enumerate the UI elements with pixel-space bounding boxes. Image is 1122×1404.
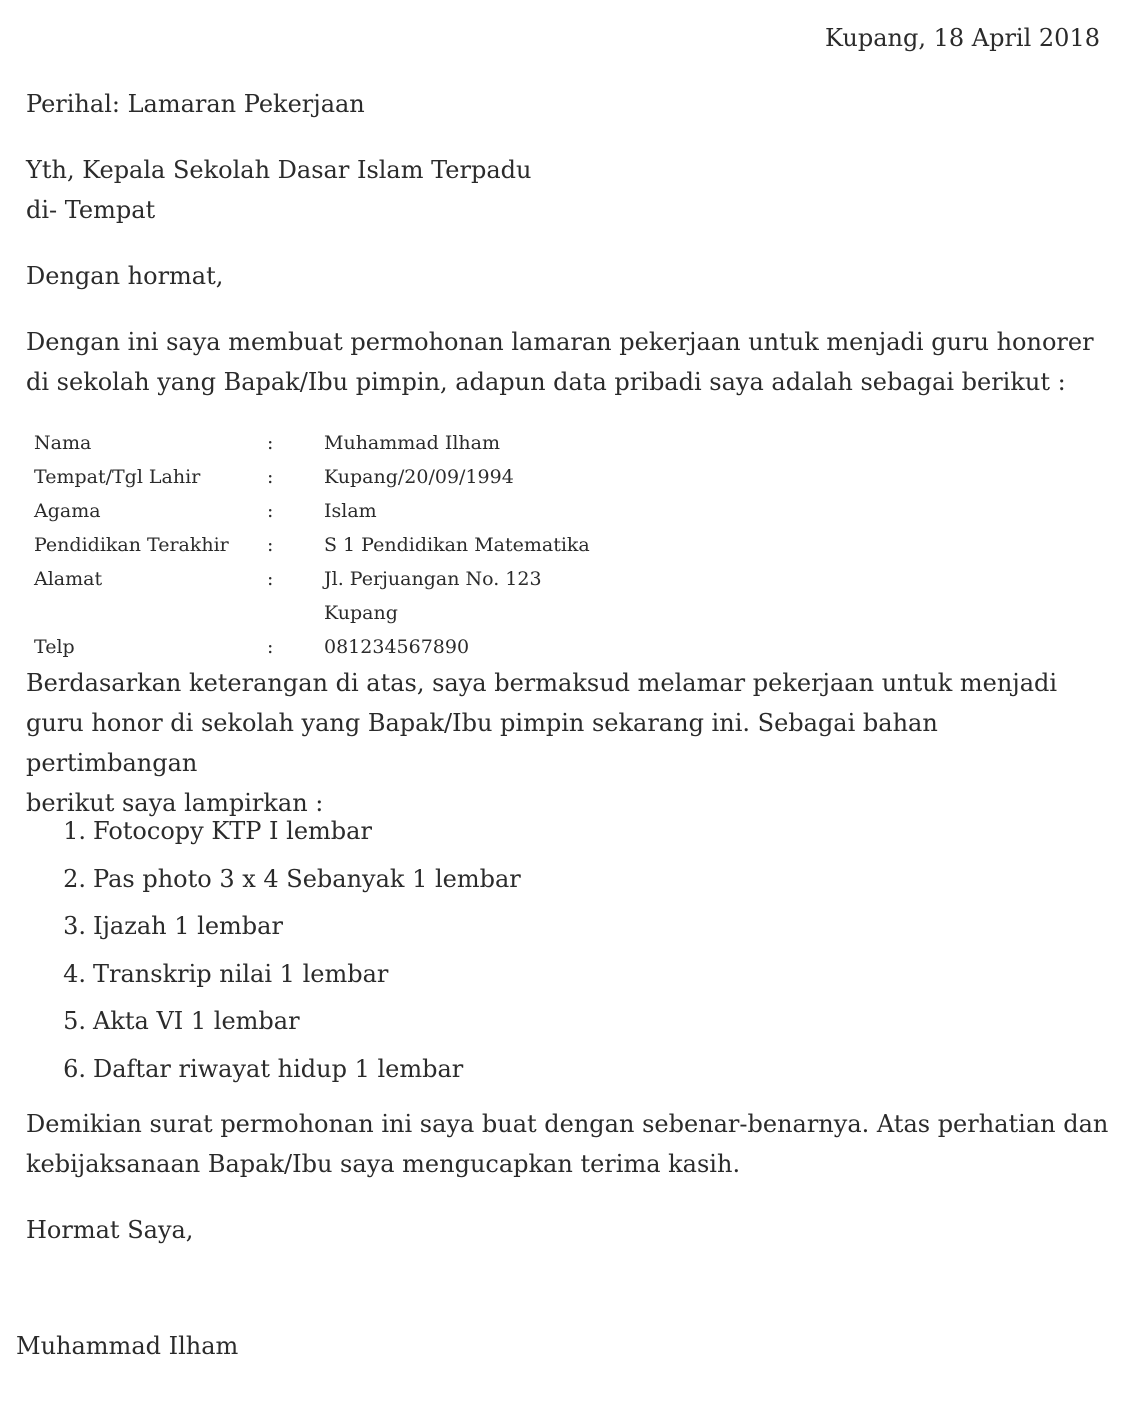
list-item <box>0 951 521 999</box>
table-row <box>34 528 590 562</box>
data-colon: : <box>267 500 274 522</box>
table-row <box>34 426 590 460</box>
data-colon: : <box>267 636 274 658</box>
table-row <box>34 460 590 494</box>
list-number: 5. <box>63 1007 86 1035</box>
table-row <box>34 596 590 630</box>
table-row <box>34 562 590 596</box>
closing-line: Demikian surat permohonan ini saya buat dengan sebenar-benarnya. Atas perhatian dan <box>26 1110 1109 1138</box>
list-number: 4. <box>63 959 86 988</box>
data-label: Alamat <box>34 568 103 590</box>
data-value: Muhammad Ilham <box>324 432 500 454</box>
data-label: Tempat/Tgl Lahir <box>34 466 201 488</box>
recipient-line-1: Yth, Kepala Sekolah Dasar Islam Terpadu <box>26 156 532 184</box>
data-label <box>34 596 267 630</box>
letter-subject: Perihal: Lamaran Pekerjaan <box>26 90 365 118</box>
list-item-text: Daftar riwayat hidup 1 lembar <box>93 1054 464 1083</box>
data-value: Islam <box>324 500 377 522</box>
closing-line: kebijaksanaan Bapak/Ibu saya mengucapkan terima kasih. <box>26 1150 741 1178</box>
table-row <box>34 630 590 664</box>
body-line: Berdasarkan keterangan di atas, saya bermaksud melamar pekerjaan untuk menjadi <box>26 669 1058 697</box>
body-line: guru honor di sekolah yang Bapak/Ibu pimpin sekarang ini. Sebagai bahan pertimbangan <box>26 709 938 777</box>
letter-date: Kupang, 18 April 2018 <box>824 24 1100 52</box>
data-label: Pendidikan Terakhir <box>34 534 229 556</box>
body-paragraph <box>26 663 1116 823</box>
list-item-text: Fotocopy KTP I lembar <box>93 817 372 845</box>
data-value: Jl. Perjuangan No. 123 <box>324 568 542 590</box>
data-colon: : <box>267 466 274 488</box>
data-colon: : <box>267 568 274 590</box>
regards: Hormat Saya, <box>26 1216 194 1244</box>
closing-paragraph <box>26 1104 1116 1184</box>
list-item <box>0 1046 521 1094</box>
data-colon: : <box>267 432 274 454</box>
data-value: 081234567890 <box>324 636 470 658</box>
salutation: Dengan hormat, <box>26 262 224 290</box>
attachment-list <box>0 808 521 1093</box>
list-item <box>0 856 521 904</box>
list-item <box>0 998 521 1046</box>
signature-name: Muhammad Ilham <box>16 1332 239 1360</box>
list-number: 1. <box>63 817 86 845</box>
data-value: Kupang <box>324 602 398 624</box>
intro-paragraph <box>26 322 1106 402</box>
list-item-text: Ijazah 1 lembar <box>93 912 283 940</box>
intro-line: di sekolah yang Bapak/Ibu pimpin, adapun data pribadi saya adalah sebagai berikut : <box>26 368 1066 396</box>
list-item-text: Akta VI 1 lembar <box>93 1007 300 1035</box>
list-item <box>0 808 521 856</box>
list-item-text: Pas photo 3 x 4 Sebanyak 1 lembar <box>93 864 521 893</box>
list-number: 6. <box>63 1054 86 1083</box>
list-item <box>0 903 521 951</box>
data-label: Telp <box>34 636 75 658</box>
body-line: berikut saya lampirkan : <box>26 789 324 817</box>
data-colon <box>267 596 324 630</box>
data-label: Agama <box>34 500 101 522</box>
intro-line: Dengan ini saya membuat permohonan lamaran pekerjaan untuk menjadi guru honorer <box>26 328 1094 356</box>
recipient-line-2: di- Tempat <box>26 196 156 224</box>
list-number: 2. <box>63 864 86 893</box>
data-value: S 1 Pendidikan Matematika <box>324 534 590 556</box>
table-row <box>34 494 590 528</box>
personal-data-table <box>34 426 590 664</box>
list-number: 3. <box>63 912 86 940</box>
data-value: Kupang/20/09/1994 <box>324 466 514 488</box>
data-colon: : <box>267 534 274 556</box>
list-item-text: Transkrip nilai 1 lembar <box>93 959 389 988</box>
data-label: Nama <box>34 432 92 454</box>
